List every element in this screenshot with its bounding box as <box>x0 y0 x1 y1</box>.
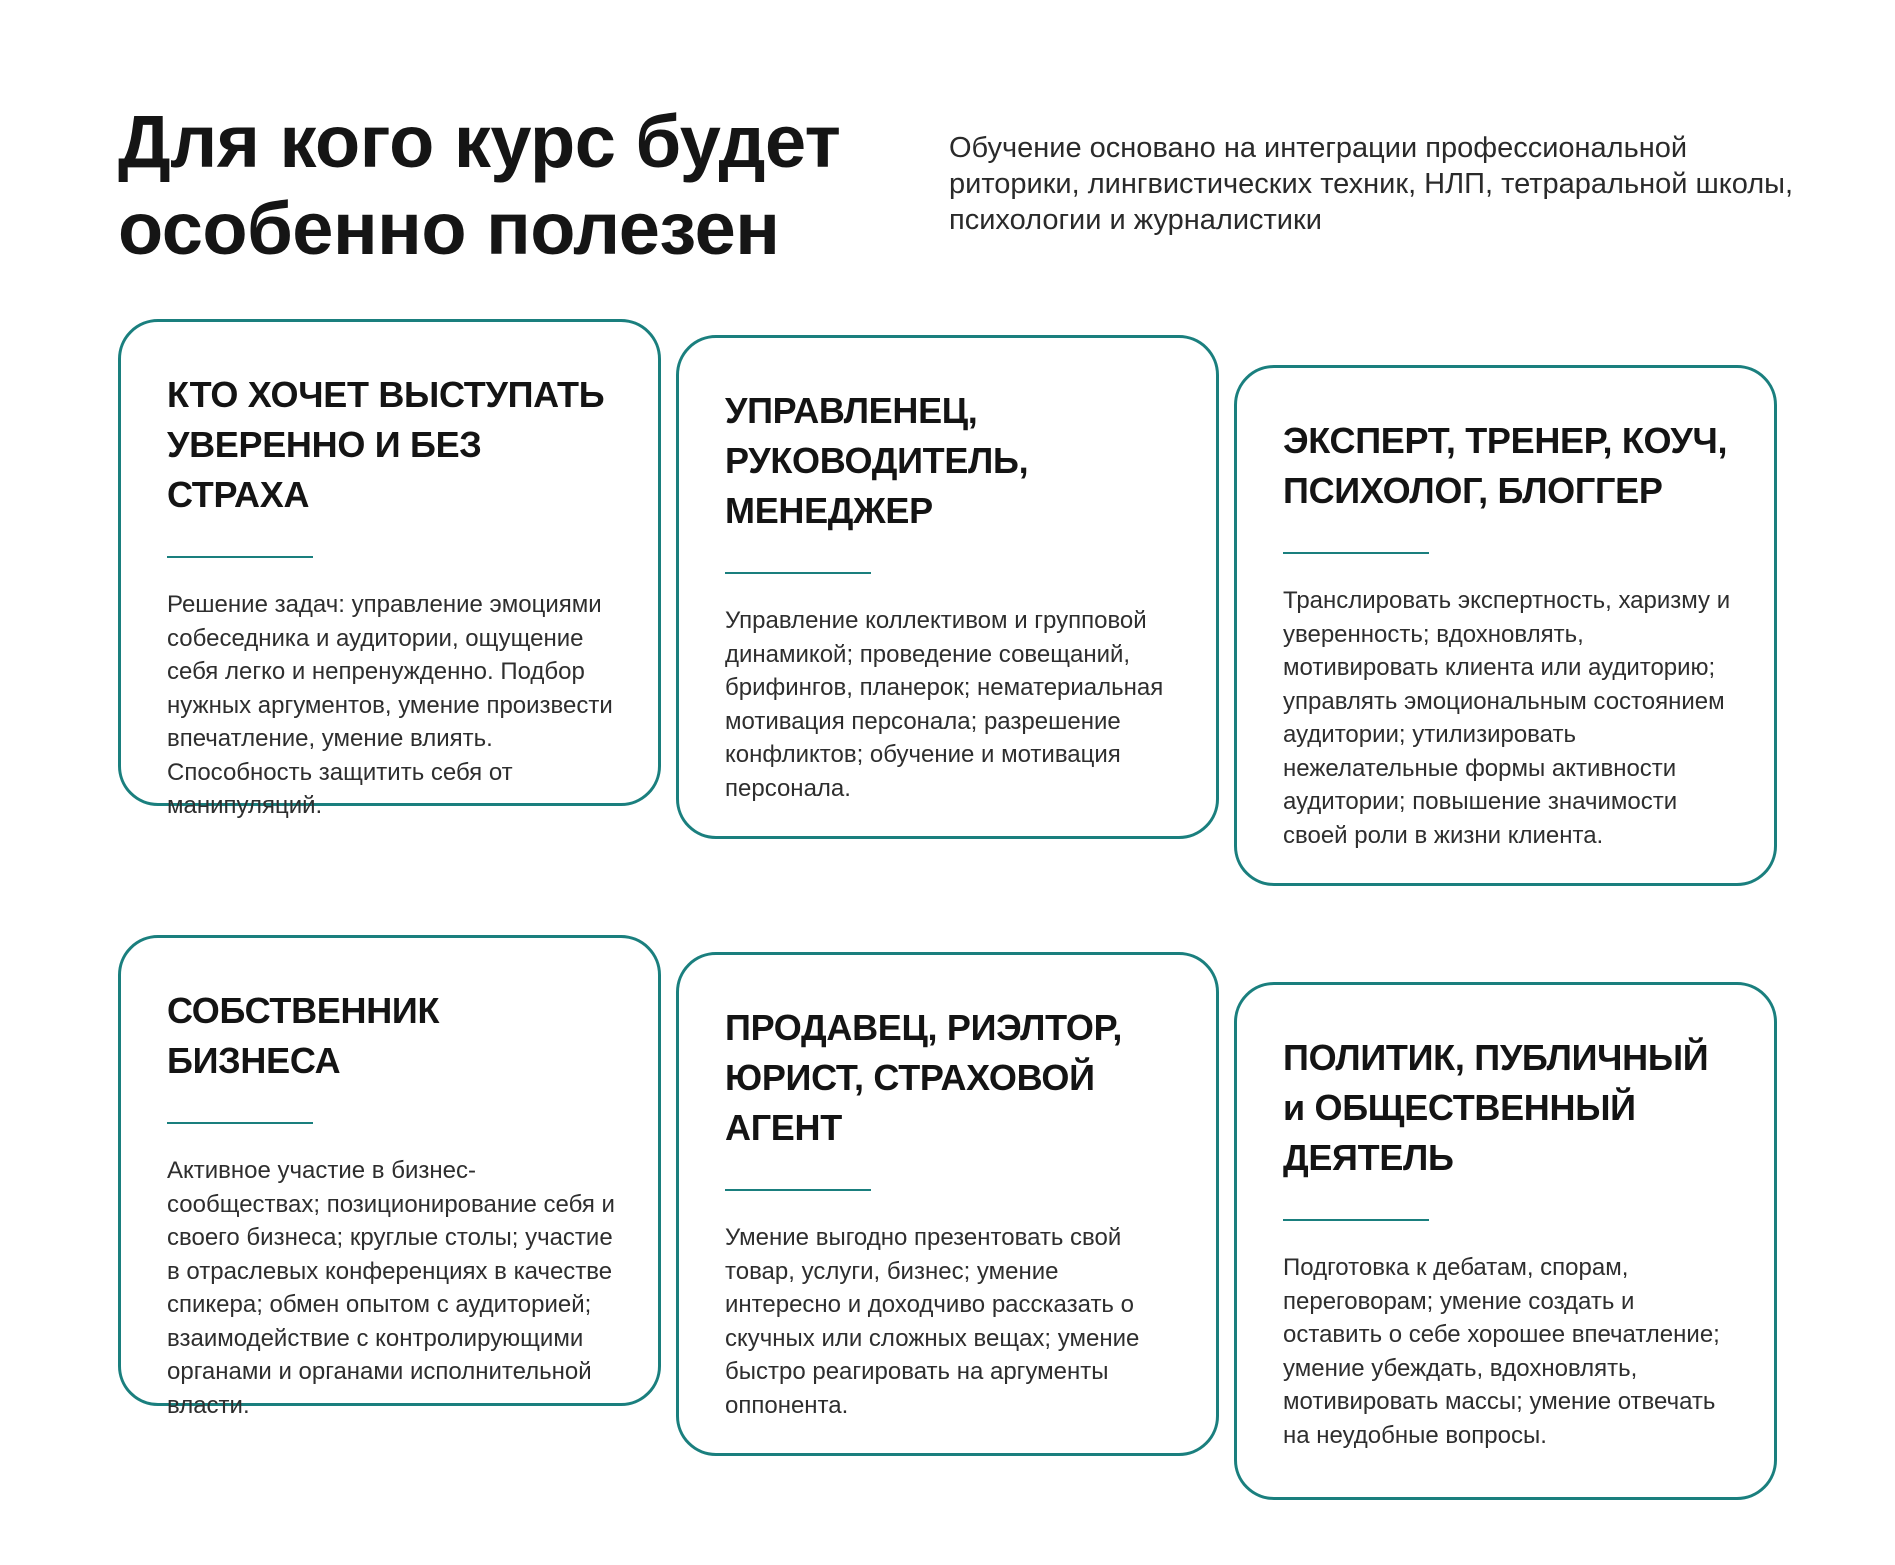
page-intro: Обучение основано на интеграции профессиональной риторики, лингвистических техник, НЛП, тетраральной школы, психологии и журналистики <box>949 132 1794 236</box>
card-divider <box>725 1189 871 1191</box>
audience-card-manager <box>676 335 1219 839</box>
card-description: Активное участие в бизнес-сообществах; позиционирование себя и своего бизнеса; круглые столы; участие в отраслевых конференциях в качестве спикера; обмен опытом с аудиторией; взаимодействие с контролирующими органами и органами исполнительной власти. <box>167 1157 615 1419</box>
card-title: ЭКСПЕРТ, ТРЕНЕР, КОУЧ, ПСИХОЛОГ, БЛОГГЕР <box>1283 420 1728 511</box>
card-title: УПРАВЛЕНЕЦ, РУКОВОДИТЕЛЬ, МЕНЕДЖЕР <box>725 390 1029 531</box>
card-description: Умение выгодно презентовать свой товар, услуги, бизнес; умение интересно и доходчиво рассказать о скучных или сложных вещах; умение быстро реагировать на аргументы оппонента. <box>725 1224 1140 1419</box>
card-description: Решение задач: управление эмоциями собеседника и аудитории, ощущение себя легко и непренужденно. Подбор нужных аргументов, умение произвести впечатление, умение влиять. Способность защитить себя от манипуляций. <box>167 591 613 819</box>
card-title: ПОЛИТИК, ПУБЛИЧНЫЙ и ОБЩЕСТВЕННЫЙ ДЕЯТЕЛЬ <box>1283 1037 1709 1178</box>
card-title: ПРОДАВЕЦ, РИЭЛТОР, ЮРИСТ, СТРАХОВОЙ АГЕНТ <box>725 1007 1123 1148</box>
audience-card-speaker <box>118 319 661 819</box>
card-description: Транслировать экспертность, харизму и уверенность; вдохновлять, мотивировать клиента или аудиторию; управлять эмоциональным состоянием аудитории; утилизировать нежелательные формы активности аудитории; повышение значимости своей роли в жизни клиента. <box>1283 587 1731 849</box>
audience-card-expert <box>1234 365 1777 886</box>
card-divider <box>167 1122 313 1124</box>
audience-card-politician <box>1234 982 1777 1500</box>
card-divider <box>725 572 871 574</box>
audience-card-seller <box>676 952 1219 1456</box>
card-title: КТО ХОЧЕТ ВЫСТУПАТЬ УВЕРЕННО И БЕЗ СТРАХА <box>167 374 605 515</box>
card-description: Подготовка к дебатам, спорам, переговорам; умение создать и оставить о себе хорошее впечатление; умение убеждать, вдохновлять, мотивировать массы; умение отвечать на неудобные вопросы. <box>1283 1254 1720 1449</box>
card-divider <box>1283 1219 1429 1221</box>
audience-card-business-owner <box>118 935 661 1419</box>
card-title: СОБСТВЕННИК БИЗНЕСА <box>167 990 440 1081</box>
card-description: Управление коллективом и групповой динамикой; проведение совещаний, брифингов, планерок; нематериальная мотивация персонала; разрешение конфликтов; обучение и мотивация персонала. <box>725 607 1164 802</box>
card-divider <box>1283 552 1429 554</box>
card-divider <box>167 556 313 558</box>
page-title: Для кого курс будет особенно полезен <box>118 100 841 270</box>
